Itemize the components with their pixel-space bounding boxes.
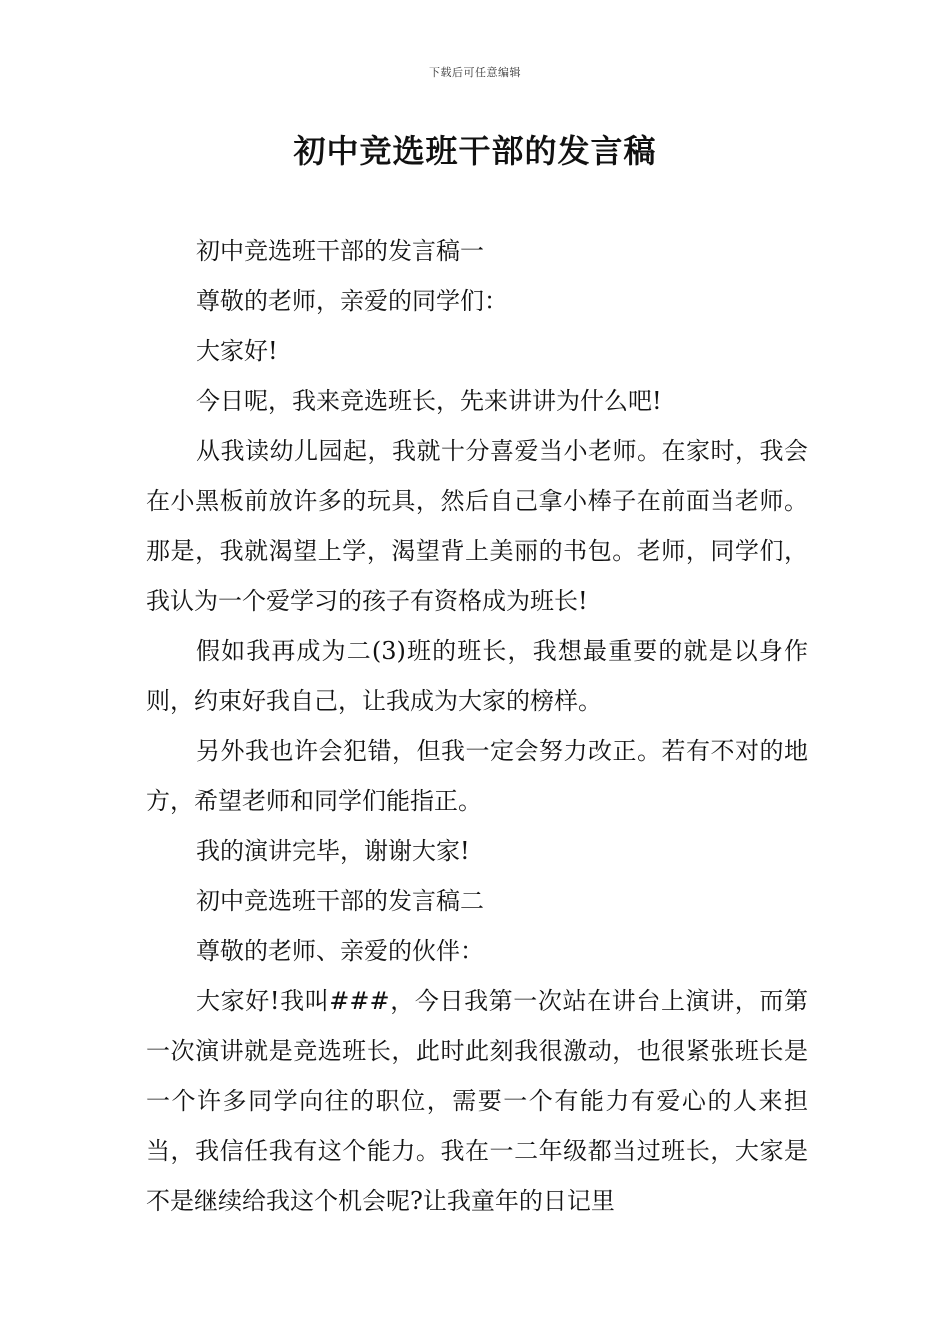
- paragraph: 今日呢，我来竞选班长，先来讲讲为什么吧!: [196, 387, 662, 415]
- paragraph: 另外我也许会犯错，但我一定会努力改正。若有不对的地方，希望老师和同学们能指正。: [146, 737, 808, 815]
- paragraph: 从我读幼儿园起，我就十分喜爱当小老师。在家时，我会在小黑板前放许多的玩具，然后自己拿小棒子在前面当老师。那是，我就渴望上学，渴望背上美丽的书包。老师，同学们，我认为一个爱学习的孩子有资格成为班长!: [146, 437, 808, 615]
- header-note: 下载后可任意编辑: [429, 66, 521, 79]
- paragraph: 大家好!我叫###，今日我第一次站在讲台上演讲，而第一次演讲就是竞选班长，此时此刻我很激动，也很紧张班长是一个许多同学向往的职位，需要一个有能力有爱心的人来担当，我信任我有这个能力。我在一二年级都当过班长，大家是不是继续给我这个机会呢?让我童年的日记里: [146, 987, 808, 1215]
- paragraph: 假如我再成为二(3)班的班长，我想最重要的就是以身作则，约束好我自己，让我成为大家的榜样。: [146, 637, 808, 715]
- paragraph: 大家好!: [196, 337, 278, 365]
- paragraph: 尊敬的老师，亲爱的同学们：: [196, 287, 508, 315]
- paragraph: 初中竞选班干部的发言稿二: [196, 887, 484, 915]
- paragraph: 尊敬的老师、亲爱的伙伴：: [196, 937, 484, 965]
- paragraph: 我的演讲完毕，谢谢大家!: [196, 837, 470, 865]
- document-title: 初中竞选班干部的发言稿: [293, 132, 657, 170]
- paragraph: 初中竞选班干部的发言稿一: [196, 237, 484, 265]
- document-body: [146, 226, 808, 1226]
